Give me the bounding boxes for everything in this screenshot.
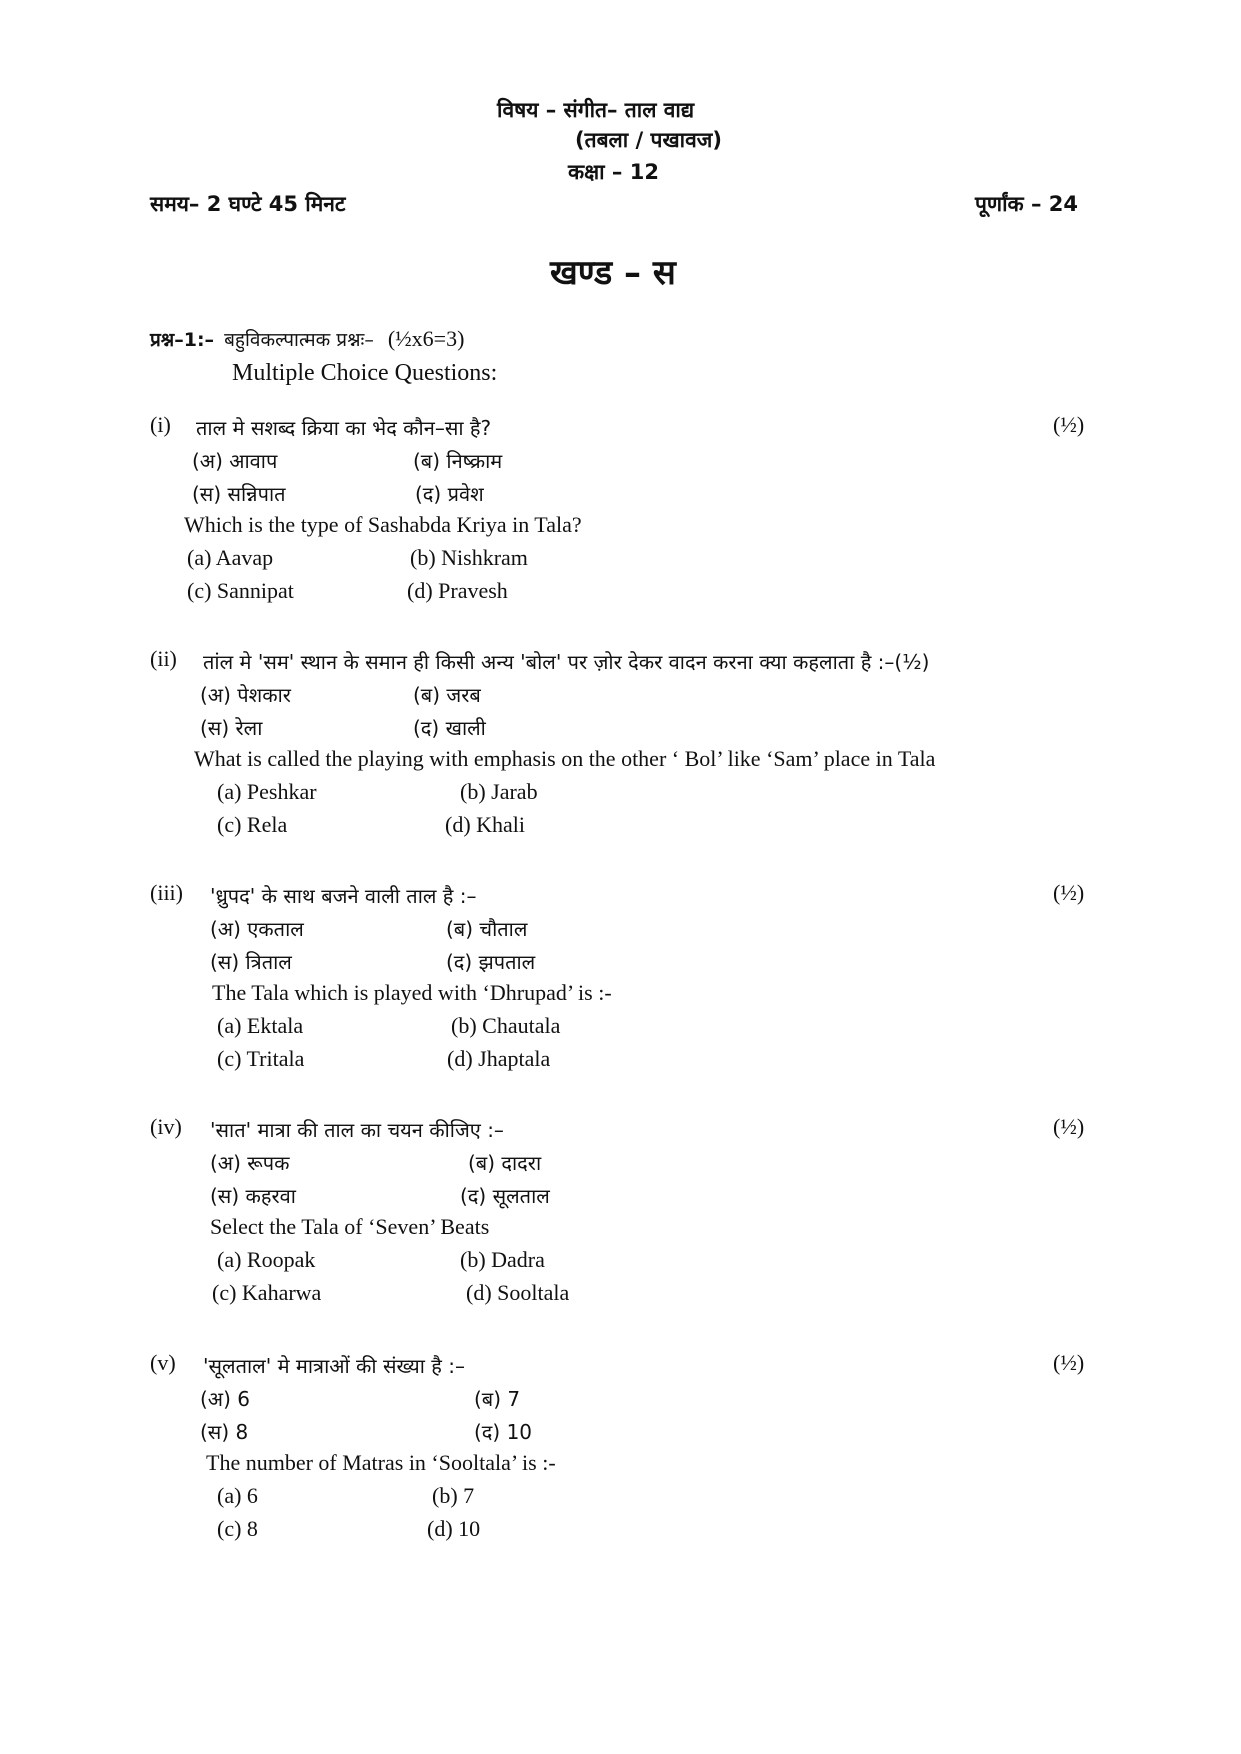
hindi-option-a: (अ) पेशकार (200, 683, 291, 707)
hindi-option-b: (ब) जरब (413, 683, 481, 707)
question-marks: (½) (1053, 412, 1085, 437)
hindi-option-d: (द) झपताल (446, 950, 536, 974)
question-hindi-text: तांल मे 'सम' स्थान के समान ही किसी अन्य 'बोल' पर ज़ोर देकर वादन करना क्या कहलाता है :–(½) (203, 650, 930, 674)
section-title: खण्ड – स (550, 253, 676, 293)
question-hindi-text: ताल मे सशब्द क्रिया का भेद कौन–सा है? (196, 416, 492, 440)
hindi-option-b: (ब) दादरा (468, 1151, 542, 1175)
english-option-d: (d) Khali (445, 812, 526, 837)
sub-question-4 (0, 1110, 1241, 1310)
question-english-text: Select the Tala of ‘Seven’ Beats (210, 1214, 490, 1239)
sub-question-5 (0, 1346, 1241, 1546)
question-marks: (½) (1053, 1350, 1085, 1375)
question-marks: (½) (1053, 880, 1085, 905)
question-english-text: Which is the type of Sashabda Kriya in Tala? (184, 512, 582, 537)
english-option-d: (d) Jhaptala (447, 1046, 551, 1071)
english-option-b: (b) Nishkram (410, 545, 528, 570)
hindi-option-d: (द) 10 (474, 1420, 533, 1444)
question-english-title: Multiple Choice Questions: (232, 360, 498, 386)
question-marks: (½) (1053, 1114, 1085, 1139)
question-hindi-text: 'सूलताल' मे मात्राओं की संख्या है :– (203, 1354, 466, 1378)
question-number: (iii) (150, 880, 183, 905)
english-option-a: (a) 6 (217, 1483, 258, 1508)
question-number: (v) (150, 1350, 176, 1375)
question-number: (ii) (150, 646, 177, 671)
english-option-d: (d) 10 (427, 1516, 481, 1541)
hindi-option-d: (द) सूलताल (460, 1184, 550, 1208)
question-number: (i) (150, 412, 171, 437)
english-option-c: (c) Rela (217, 812, 288, 837)
english-option-a: (a) Aavap (187, 545, 274, 570)
english-option-a: (a) Roopak (217, 1247, 316, 1272)
sub-question-3 (0, 876, 1241, 1076)
question-english-text: What is called the playing with emphasis on the other ‘ Bol’ like ‘Sam’ place in Tala (194, 746, 936, 771)
english-option-b: (b) Dadra (460, 1247, 545, 1272)
hindi-option-d: (द) खाली (413, 716, 486, 740)
question-hindi-text: 'ध्रुपद' के साथ बजने वाली ताल है :– (210, 884, 477, 908)
question-english-text: The number of Matras in ‘Sooltala’ is :- (206, 1450, 556, 1475)
hindi-option-b: (ब) 7 (474, 1387, 521, 1411)
hindi-option-c: (स) कहरवा (210, 1184, 296, 1208)
english-option-d: (d) Pravesh (407, 578, 508, 603)
english-option-a: (a) Peshkar (217, 779, 317, 804)
hindi-option-a: (अ) रूपक (210, 1151, 290, 1175)
question-hindi-title: बहुविकल्पात्मक प्रश्नः– (224, 329, 374, 351)
english-option-b: (b) Chautala (451, 1013, 561, 1038)
english-option-d: (d) Sooltala (466, 1280, 570, 1305)
question-hindi-text: 'सात' मात्रा की ताल का चयन कीजिए :– (210, 1118, 504, 1142)
english-option-c: (c) Sannipat (187, 578, 294, 603)
hindi-option-c: (स) सन्निपात (192, 482, 286, 506)
hindi-option-a: (अ) एकताल (210, 917, 304, 941)
question-number: (iv) (150, 1114, 182, 1139)
english-option-c: (c) Tritala (217, 1046, 305, 1071)
hindi-option-a: (अ) आवाप (192, 449, 278, 473)
marks-formula: (½x6=3) (387, 326, 465, 351)
english-option-c: (c) Kaharwa (212, 1280, 322, 1305)
english-option-b: (b) 7 (432, 1483, 475, 1508)
english-option-a: (a) Ektala (217, 1013, 304, 1038)
question-heading (150, 326, 464, 352)
class-label: कक्षा – 12 (568, 160, 659, 184)
hindi-option-c: (स) 8 (200, 1420, 249, 1444)
question-label: प्रश्न–1:– (150, 329, 215, 351)
hindi-option-b: (ब) चौताल (446, 917, 528, 941)
time-label: समय– 2 घण्टे 45 मिनट (150, 192, 346, 216)
instrument-title: (तबला / पखावज) (575, 128, 722, 152)
hindi-option-b: (ब) निष्क्राम (413, 449, 503, 473)
hindi-option-c: (स) रेला (200, 716, 263, 740)
hindi-option-d: (द) प्रवेश (415, 482, 484, 506)
hindi-option-c: (स) त्रिताल (210, 950, 292, 974)
max-marks-label: पूर्णांक – 24 (975, 192, 1079, 216)
sub-question-2 (0, 642, 1241, 842)
question-english-text: The Tala which is played with ‘Dhrupad’ is :- (212, 980, 612, 1005)
subject-title: विषय – संगीत– ताल वाद्य (497, 98, 695, 122)
hindi-option-a: (अ) 6 (200, 1387, 250, 1411)
english-option-c: (c) 8 (217, 1516, 258, 1541)
sub-question-1 (0, 408, 1241, 608)
english-option-b: (b) Jarab (460, 779, 538, 804)
